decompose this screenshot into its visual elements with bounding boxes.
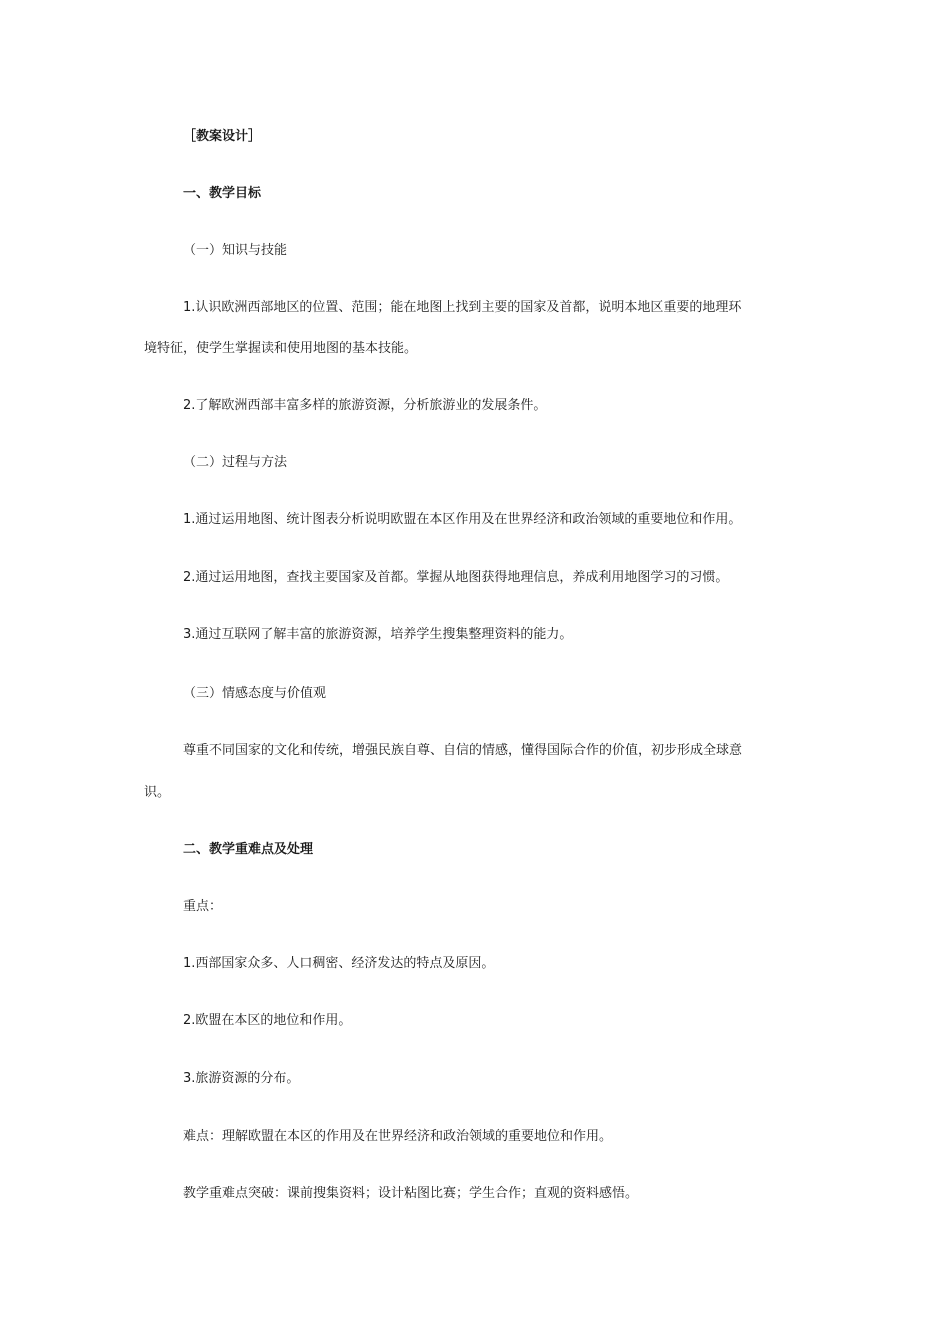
difficult-point: 难点：理解欧盟在本区的作用及在世界经济和政治领域的重要地位和作用。 bbox=[183, 1129, 613, 1144]
breakthrough-methods: 教学重难点突破：课前搜集资料；设计粘图比赛；学生合作；直观的资料感悟。 bbox=[183, 1186, 639, 1201]
paragraph-process-item-3: 3.通过互联网了解丰富的旅游资源，培养学生搜集整理资料的能力。 bbox=[183, 627, 573, 642]
paragraph-emotion-values: 尊重不同国家的文化和传统，增强民族自尊、自信的情感，懂得国际合作的价值，初步形成全球意 bbox=[183, 743, 743, 758]
paragraph-knowledge-item-1-cont: 境特征，使学生掌握读和使用地图的基本技能。 bbox=[144, 341, 418, 356]
paragraph-knowledge-item-1: 1.认识欧洲西部地区的位置、范围；能在地图上找到主要的国家及首都，说明本地区重要的地理环 bbox=[183, 300, 742, 315]
paragraph-process-item-2: 2.通过运用地图，查找主要国家及首都。掌握从地图获得地理信息，养成利用地图学习的习惯。 bbox=[183, 570, 729, 585]
key-points-label: 重点： bbox=[183, 899, 223, 914]
section-title-key-difficult-points: 二、教学重难点及处理 bbox=[183, 842, 314, 857]
section-title-teaching-goals: 一、教学目标 bbox=[183, 186, 262, 201]
paragraph-knowledge-item-2: 2.了解欧洲西部丰富多样的旅游资源，分析旅游业的发展条件。 bbox=[183, 398, 547, 413]
key-point-item-2: 2.欧盟在本区的地位和作用。 bbox=[183, 1013, 352, 1028]
paragraph-emotion-values-cont: 识。 bbox=[144, 785, 171, 800]
subsection-title-knowledge-skills: （一）知识与技能 bbox=[183, 243, 288, 258]
subsection-title-process-methods: （二）过程与方法 bbox=[183, 455, 288, 470]
paragraph-process-item-1: 1.通过运用地图、统计图表分析说明欧盟在本区作用及在世界经济和政治领域的重要地位和作用。 bbox=[183, 512, 742, 527]
key-point-item-1: 1.西部国家众多、人口稠密、经济发达的特点及原因。 bbox=[183, 956, 495, 971]
subsection-title-emotion-values: （三）情感态度与价值观 bbox=[183, 686, 327, 701]
document-header: ［教案设计］ bbox=[183, 129, 262, 144]
key-point-item-3: 3.旅游资源的分布。 bbox=[183, 1071, 300, 1086]
